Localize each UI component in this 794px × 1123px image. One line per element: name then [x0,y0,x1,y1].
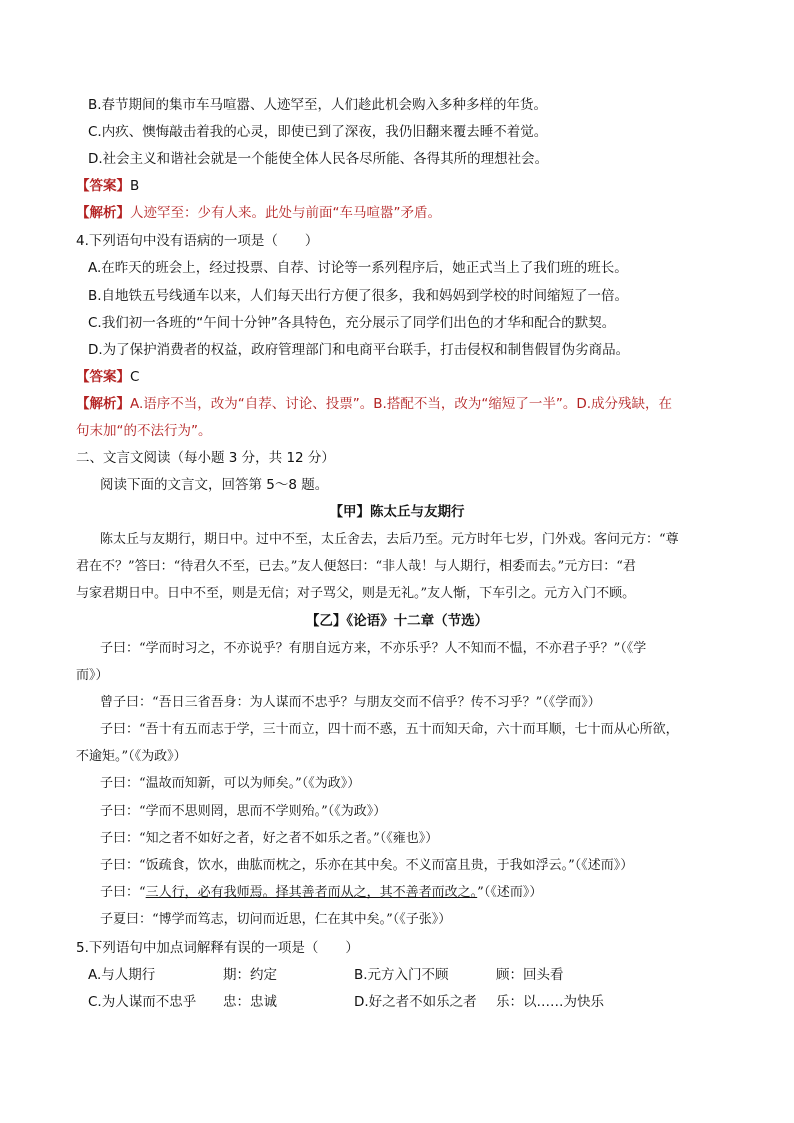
q3-option-d: D.社会主义和谐社会就是一个能使全体人民各尽所能、各得其所的理想社会。 [88,151,549,167]
q4-option-b: B.自地铁五号线通车以来，人们每天出行方便了很多，我和妈妈到学校的时间缩短了一倍。 [88,288,629,304]
passage-b-line: 子曰：“学而时习之，不亦说乎？有朋自远方来，不亦乐乎？人不知而不愠，不亦君子乎？”（《学 [100,641,647,656]
q4-option-d: D.为了保护消费者的权益，政府管理部门和电商平台联手，打击侵权和制售假冒伪劣商品。 [88,342,630,358]
quote-close: ”（《述而》） [477,885,543,900]
analysis-tag: 【解析】 [76,205,130,221]
q5-option-a-sentence: A.与人期行 [88,967,156,983]
answer-tag: 【答案】 [76,369,130,385]
analysis-text-line1: A.语序不当，改为“自荐、讨论、投票”。B.搭配不当，改为“缩短了一半”。D.成分残缺，在 [130,396,673,412]
passage-b-line: 曾子曰：“吾日三省吾身：为人谋而不忠乎？与朋友交而不信乎？传不习乎？”（《学而》） [100,695,601,710]
passage-b-line [100,884,542,902]
q3-answer [76,177,139,195]
q5-option-d-gloss: 乐：以……为快乐 [496,994,604,1010]
passage-a-title: 【甲】陈太丘与友期行 [329,504,465,520]
section-instruction: 阅读下面的文言文，回答第 5～8 题。 [100,477,329,493]
q5-option-b-gloss: 顾：回头看 [496,967,564,983]
q5-option-c-gloss: 忠：忠诚 [223,994,277,1010]
passage-a-line: 君在不？”答曰：“待君久不至，已去。”友人便怒曰：“非人哉！与人期行，相委而去。”元方曰：“君 [76,559,636,574]
passage-b-line: 子夏曰：“博学而笃志，切问而近思，仁在其中矣。”（《子张》） [100,912,452,927]
passage-b-line: 子曰：“饭疏食，饮水，曲肱而枕之，乐亦在其中矣。不义而富且贵，于我如浮云。”（《述而》） [100,858,634,873]
q4-option-a: A.在昨天的班会上，经过投票、自荐、讨论等一系列程序后，她正式当上了我们班的班长。 [88,260,628,276]
quote-open: 子曰：“ [100,885,146,900]
q5-option-b-sentence: B.元方入门不顾 [354,967,449,983]
q4-option-c: C.我们初一各班的“午间十分钟”各具特色，充分展示了同学们出色的才华和配合的默契。 [88,315,616,331]
q5-stem: 5.下列语句中加点词解释有误的一项是（ ） [76,940,359,956]
q3-option-c: C.内疚、懊悔敲击着我的心灵，即使已到了深夜，我仍旧翻来覆去睡不着觉。 [88,124,548,140]
passage-b-line: 子曰：“温故而知新，可以为师矣。”（《为政》） [100,776,361,791]
q4-stem: 4.下列语句中没有语病的一项是（ ） [76,233,319,249]
q4-analysis [76,395,672,413]
passage-a-line: 陈太丘与友期行，期日中。过中不至，太丘舍去，去后乃至。元方时年七岁，门外戏。客问元方：“尊 [100,532,679,547]
q3-analysis [76,204,441,222]
q4-analysis-line2: 句末加“的不法行为”。 [76,423,212,439]
answer-value: B [130,178,140,194]
q5-option-d-sentence: D.好之者不如乐之者 [354,994,477,1010]
section-heading: 二、文言文阅读（每小题 3 分，共 12 分） [76,450,335,466]
q5-option-a-gloss: 期：约定 [223,967,277,983]
q5-option-c-sentence: C.为人谋而不忠乎 [88,994,197,1010]
q3-option-b: B.春节期间的集市车马喧嚣、人迹罕至，人们趁此机会购入多种多样的年货。 [88,97,548,113]
answer-tag: 【答案】 [76,178,130,194]
q4-answer [76,368,139,386]
passage-b-line: 不逾矩。”（《为政》） [76,749,187,764]
analysis-text: 人迹罕至：少有人来。此处与前面“车马喧嚣”矛盾。 [130,205,441,221]
passage-a-line: 与家君期日中。日中不至，则是无信；对子骂父，则是无礼。”友人惭，下车引之。元方入门不顾。 [76,586,636,601]
passage-b-line: 而》） [76,668,109,683]
passage-b-line: 子曰：“吾十有五而志于学，三十而立，四十而不惑，五十而知天命，六十而耳顺，七十而从心所欲， [100,722,679,737]
passage-b-title: 【乙】《论语》十二章（节选） [305,613,489,629]
passage-b-line: 子曰：“知之者不如好之者，好之者不如乐之者。”（《雍也》） [100,831,439,846]
passage-b-line: 子曰：“学而不思则罔，思而不学则殆。”（《为政》） [100,804,387,819]
underlined-quote: 三人行，必有我师焉。择其善者而从之，其不善者而改之。 [145,885,478,900]
analysis-tag: 【解析】 [76,396,130,412]
answer-value: C [130,369,140,385]
